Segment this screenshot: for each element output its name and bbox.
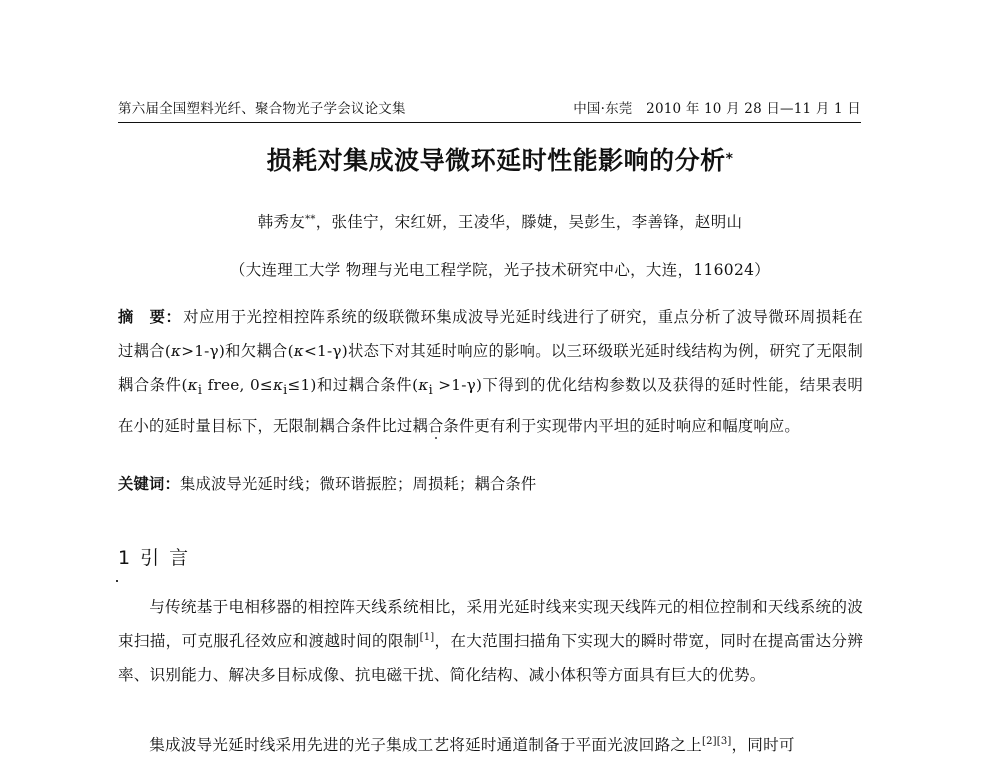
abstract-text-3: <1-γ)状态下对其延时响应的影响。以三环级联光延时线结构为例，研究了无限制耦合条件( (118, 342, 863, 395)
abstract-text-1: 对应用于光控相控阵系统的级联微环集成波导光延时线进行了研究，重点分析了波导微环周损耗在过耦合( (118, 308, 863, 361)
kappa-subscript: i (283, 383, 288, 399)
corresponding-author-mark: ** (305, 214, 316, 225)
other-authors: ，张佳宁，宋红妍，王凌华，滕婕，吴彭生，李善锋，赵明山 (315, 213, 743, 231)
kappa-subscript: i (197, 383, 203, 399)
title-footnote-mark: * (725, 151, 734, 167)
citation-ref: [1] (419, 632, 435, 644)
header-venue-date: 中国·东莞 2010 年 10 月 28 日—11 月 1 日 (573, 101, 861, 117)
scan-speck (435, 437, 437, 439)
scan-speck (116, 580, 118, 582)
paper-title (0, 145, 1000, 177)
kappa-symbol: κ (418, 376, 429, 395)
abstract-text-4: free, 0≤ (202, 376, 273, 395)
body-paragraph (118, 590, 863, 693)
citation-ref: [3] (716, 736, 732, 747)
abstract-label: 摘 要： (118, 308, 182, 326)
kappa-symbol: κ (272, 376, 284, 395)
kappa-symbol: κ (171, 342, 182, 361)
abstract-text-2: >1-γ)和欠耦合( (181, 342, 294, 361)
kappa-subscript: i (428, 383, 433, 399)
section-heading (118, 546, 190, 570)
keywords-label: 关键词： (118, 475, 180, 493)
header-proceedings-title: 第六届全国塑料光纤、聚合物光子学会议论文集 (118, 101, 406, 117)
keywords-text: 集成波导光延时线；微环谐振腔；周损耗；耦合条件 (180, 475, 537, 493)
citation-ref: [2] (701, 736, 717, 747)
abstract-text-5: ≤1)和过耦合条件( (287, 376, 419, 395)
header-rule (118, 122, 861, 123)
paragraph-text: ，同时可 (731, 736, 795, 754)
running-header (118, 100, 861, 118)
keywords (118, 472, 863, 496)
section-title: 引 言 (140, 547, 191, 569)
affiliation: （大连理工大学 物理与光电工程学院，光子技术研究中心，大连，116024） (229, 261, 771, 279)
first-author: 韩秀友 (257, 213, 306, 231)
abstract-text-6: >1-γ)下得到的优化结构参数以及获得的延时性能，结果表明在小的延时量目标下，无限制耦合条件比过耦合条件更有利于实现带内平坦的延时响应和幅度响应。 (118, 376, 863, 435)
paragraph-text: ，在大范围扫描角下实现大的瞬时带宽，同时在提高雷达分辨率、识别能力、解决多目标成像、抗电磁干扰、简化结构、减小体积等方面具有巨大的优势。 (118, 632, 863, 685)
section-number: 1 (118, 547, 133, 569)
paragraph-text: 集成波导光延时线采用先进的光子集成工艺将延时通道制备于平面光波回路之上 (149, 736, 702, 754)
paragraph-text: 与传统基于电相移器的相控阵天线系统相比，采用光延时线来实现天线阵元的相位控制和天线系统的波束扫描，可克服孔径效应和渡越时间的限制 (118, 598, 863, 651)
abstract (118, 300, 863, 443)
kappa-symbol: κ (187, 376, 198, 395)
author-list (0, 211, 1000, 233)
kappa-symbol: κ (293, 342, 305, 361)
body-paragraph (118, 728, 863, 762)
paper-title-text: 损耗对集成波导微环延时性能影响的分析 (266, 146, 726, 175)
